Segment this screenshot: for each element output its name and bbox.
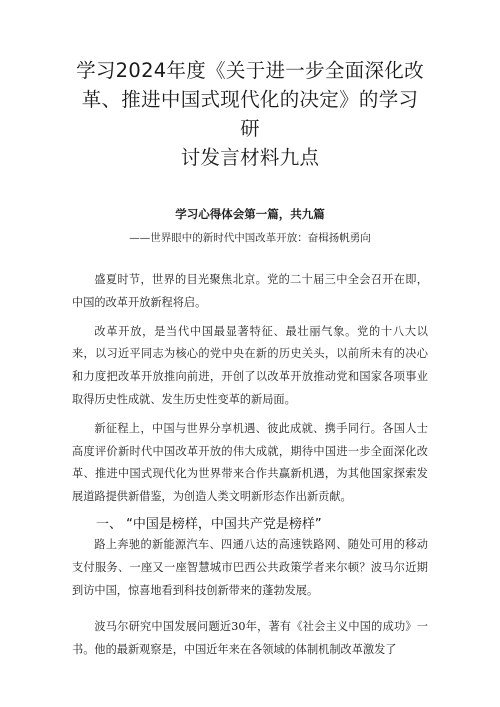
document-title	[72, 56, 428, 172]
title-line-2: 革、推进中国式现代化的决定》的学习研	[81, 88, 419, 140]
section-title: 学习心得体会第一篇，共九篇	[175, 207, 325, 221]
paragraph-5: 波马尔研究中国发展问题近30年，著有《社会主义中国的成功》一书。他的最新观察是，中国近年来在各领域的体制机制改革激发了	[72, 620, 428, 657]
section-subtitle: ——世界眼中的新时代中国改革开放：奋楫扬帆勇向	[129, 232, 371, 244]
title-line-1: 学习2024年度《关于进一步全面深化改	[76, 59, 424, 82]
paragraph-3: 新征程上，中国与世界分享机遇、彼此成就、携手同行。各国人士高度评价新时代中国改革开放的伟大成就，期待中国进一步全面深化改革、推进中国式现代化为世界带来合作共赢新机遇，为其他国家探索发展道路提供新借鉴，为创造人类文明新形态作出新贡献。	[72, 421, 428, 504]
heading-level-1: 一、 “中国是榜样，中国共产党是榜样”	[96, 516, 322, 532]
title-line-3: 讨发言材料九点	[180, 146, 320, 169]
paragraph-2: 改革开放，是当代中国最显著特征、最壮丽气象。党的十八大以来，以习近平同志为核心的党中央在新的历史关头，以前所未有的决心和力度把改革开放推向前进，开创了以改革开放推动党和国家各项事业取得历史性成就、发生历史性变革的新局面。	[72, 324, 428, 406]
paragraph-4: 路上奔驰的新能源汽车、四通八达的高速铁路网、随处可用的移动支付服务、一座又一座智慧城市巴西公共政策学者来尔顿？波马尔近期到访中国，惊喜地看到科技创新带来的蓬勃发展。	[72, 537, 428, 597]
paragraph-1: 盛夏时节，世界的目光聚焦北京。党的二十届三中全会召开在即，中国的改革开放新程将启。	[72, 273, 428, 309]
